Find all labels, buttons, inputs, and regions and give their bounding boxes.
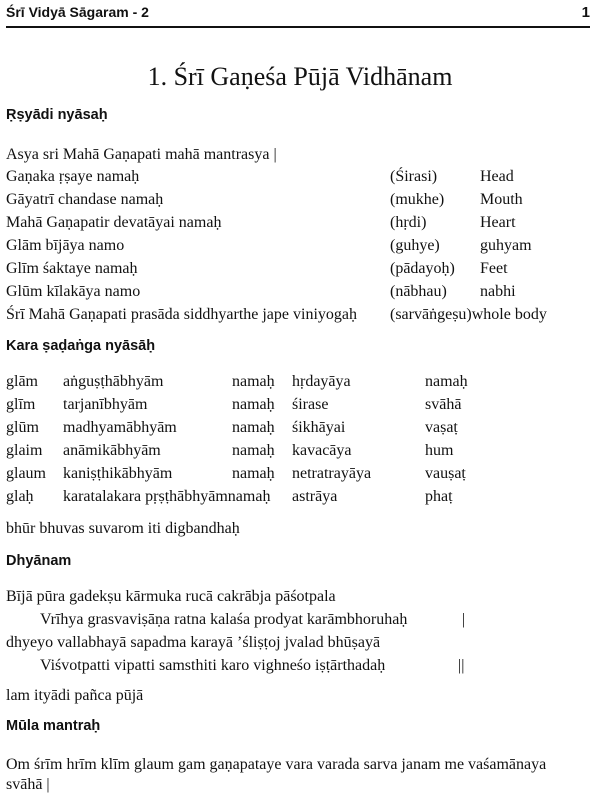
kara-finger: kaniṣṭhikābhyām <box>63 465 173 482</box>
rsyadi-meaning: Head <box>480 168 514 185</box>
kara-namah: namaḥ <box>232 396 275 413</box>
kara-seed: glaum <box>6 465 46 482</box>
verse-danda: | <box>462 611 466 628</box>
rsyadi-place: (guhye) <box>390 237 440 254</box>
kara-seed: glām <box>6 373 38 390</box>
rsyadi-meaning: Heart <box>480 214 516 231</box>
kara-namah: namaḥ <box>232 442 275 459</box>
kara-ending: vauṣaṭ <box>425 465 466 482</box>
kara-limb: hṛdayāya <box>292 373 351 390</box>
kara-seed: glīm <box>6 396 36 413</box>
chapter-title: 1. Śrī Gaṇeśa Pūjā Vidhānam <box>147 62 453 91</box>
kara-finger: madhyamābhyām <box>63 419 177 436</box>
kara-namah: namaḥ <box>232 465 275 482</box>
kara-namah: namaḥ <box>232 419 275 436</box>
kara-finger: anāmikābhyām <box>63 442 161 459</box>
rsyadi-place: (mukhe) <box>390 191 445 208</box>
rsyadi-meaning: Feet <box>480 260 508 277</box>
dhyana-verse-line: Viśvotpatti vipatti samsthiti karo vighneśo iṣṭārthadaḥ <box>40 657 386 674</box>
kara-ending: phaṭ <box>425 488 453 505</box>
kara-seed: glaḥ <box>6 488 34 505</box>
kara-namah: namaḥ <box>232 373 275 390</box>
kara-seed: glūm <box>6 419 39 436</box>
kara-limb: śikhāyai <box>292 419 346 436</box>
pancha-puja-line: lam ityādi pañca pūjā <box>6 687 144 704</box>
kara-limb: kavacāya <box>292 442 352 459</box>
rsyadi-mantra: Mahā Gaṇapatir devatāyai namaḥ <box>6 214 222 231</box>
rsyadi-mantra: Śrī Mahā Gaṇapati prasāda siddhyarthe jape viniyogaḥ <box>6 306 357 323</box>
mula-mantra-line: Om śrīm hrīm klīm glaum gam gaṇapataye vara varada sarva janam me vaśamānaya <box>6 756 547 773</box>
rsyadi-mantra: Glām bījāya namo <box>6 237 125 254</box>
kara-limb: śirase <box>292 396 329 413</box>
kara-limb: netratrayāya <box>292 465 372 482</box>
dhyana-verse-line: Vrīhya grasvaviṣāṇa ratna kalaśa prodyat karāmbhoruhaḥ <box>40 611 408 628</box>
kara-finger: aṅguṣṭhābhyām <box>63 373 164 390</box>
kara-ending: svāhā <box>425 396 462 413</box>
kara-ending: hum <box>425 442 454 459</box>
rsyadi-mantra: Glīm śaktaye namaḥ <box>6 260 138 277</box>
rsyadi-place: (pādayoḥ) <box>390 260 455 277</box>
kara-finger-namah: karatalakara pṛṣṭhābhyāmnamaḥ <box>63 488 271 505</box>
rsyadi-meaning: Mouth <box>480 191 523 208</box>
kara-finger: tarjanībhyām <box>63 396 148 413</box>
kara-limb: astrāya <box>292 488 338 505</box>
section-heading-kara: Kara ṣaḍaṅga nyāsāḥ <box>6 338 156 354</box>
kara-ending: vaṣaṭ <box>425 419 458 436</box>
rsyadi-meaning: guhyam <box>480 237 532 254</box>
rsyadi-place: (hṛdi) <box>390 214 427 231</box>
section-heading-dhyanam: Dhyānam <box>6 553 72 569</box>
rsyadi-mantra: Gaṇaka ṛṣaye namaḥ <box>6 168 140 185</box>
rsyadi-meaning: nabhi <box>480 283 516 300</box>
kara-seed: glaim <box>6 442 43 459</box>
dhyana-verse-line: dhyeyo vallabhayā sapadma karayā ’śliṣṭoj jvalad bhūṣayā <box>6 634 381 651</box>
rsyadi-mantra: Gāyatrī chandase namaḥ <box>6 191 164 208</box>
running-head: Śrī Vidyā Sāgaram - 2 <box>6 4 149 20</box>
digbandha-line: bhūr bhuvas suvarom iti digbandhaḥ <box>6 520 240 537</box>
verse-double-danda: || <box>458 657 465 674</box>
mula-mantra-line: svāhā | <box>6 776 50 793</box>
rsyadi-place: (nābhau) <box>390 283 447 300</box>
kara-ending: namaḥ <box>425 373 468 390</box>
dhyana-verse-line: Bījā pūra gadekṣu kārmuka rucā cakrābja pāśotpala <box>6 588 336 605</box>
rsyadi-mantra: Glūm kīlakāya namo <box>6 283 141 300</box>
rsyadi-place-meaning: (sarvāṅgeṣu)whole body <box>390 306 547 323</box>
rsyadi-place: (Śirasi) <box>390 168 438 185</box>
rsyadi-intro: Asya sri Mahā Gaṇapati mahā mantrasya | <box>6 146 277 163</box>
page-number: 1 <box>581 4 590 21</box>
section-heading-rsyadi: Ṛṣyādi nyāsaḥ <box>6 107 108 123</box>
section-heading-mula: Mūla mantraḥ <box>6 718 101 734</box>
page-header <box>6 4 590 28</box>
